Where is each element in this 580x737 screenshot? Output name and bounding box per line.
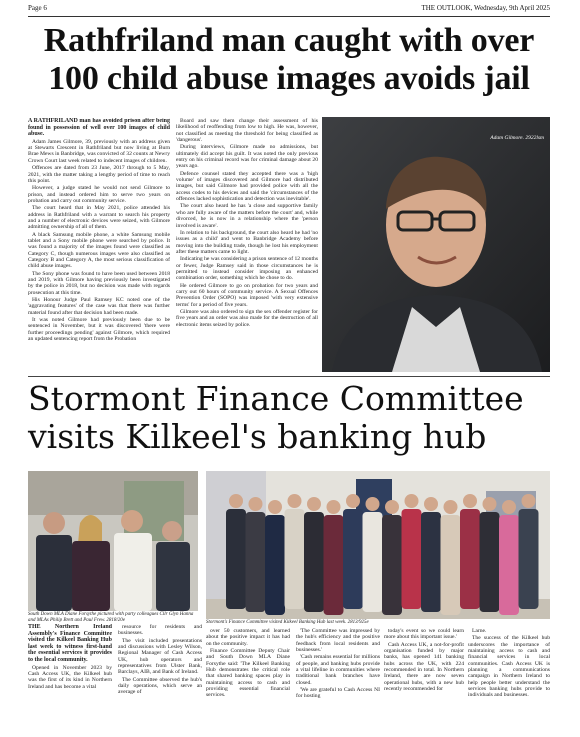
paragraph: 'Cash remains essential for millions of people, and banking hubs provide a vital lifeline in communities where traditional bank branches have closed. (296, 654, 380, 686)
article2-column-1 (28, 624, 112, 732)
person-body (402, 509, 422, 609)
person-body (285, 509, 305, 609)
person-head (483, 497, 497, 511)
photo-caption: South Down MLA Diane Forsythe pictured with party colleagues Cllr Glyn Hanna and MLAs Philip Brett and Paul Frew. 2818/20e (28, 612, 194, 623)
article1-headline (28, 22, 550, 98)
article1-column-2 (176, 118, 318, 374)
paragraph: His Honour Judge Paul Ramsey KC noted one of the 'aggravating features' of the case was that there was further material found after that decision had been made. (28, 297, 170, 316)
article1-column-1 (28, 118, 170, 374)
person-head (288, 494, 302, 508)
paragraph: over 50 customers, and learned about the positive impact it has had on the community. (206, 628, 290, 647)
person-body (324, 515, 344, 615)
committee-photo-icon (206, 471, 550, 619)
paragraph: The court heard that in May 2021, police attended his address in Rathfriland with a warrant to search his property and a number of electronic devices were seized, with Gilmore admitting ownership of all of them. (28, 205, 170, 231)
group-photo (28, 471, 198, 611)
person-body (304, 512, 324, 612)
paragraph: Cash Access UK, a not-for-profit organisation funded by major banks, has opened 141 banking hubs across the UK, with 224 recommended in total. In Northern Ireland, there are now seven operational hubs, with a new hub recently recommended for (384, 641, 464, 693)
person-head (424, 497, 438, 511)
article2-column-2 (118, 624, 202, 732)
paragraph: A RATHFRILAND man has avoided prison after being found in possession of well over 100 images of child abuse. (28, 118, 170, 138)
paragraph: Larne. (472, 628, 487, 634)
paragraph: resource for residents and businesses. (118, 624, 202, 637)
headline-line: visits Kilkeel's banking hub (28, 417, 487, 456)
paragraph: The visit included presentations and discussions with Lesley Wilson, Regional Manager of Cash Access UK, hub operators and representatives from Ulster Bank, Barclays, AIB, and Bank of Ireland. (118, 637, 202, 676)
photo-caption: Stormont's Finance Committee visited Kilkeel Banking Hub last week. 2813/925e (206, 620, 369, 625)
person-head (307, 497, 321, 511)
person-head (502, 500, 516, 514)
paragraph: Gilmore was also ordered to sign the sex offender register for five years and an order was also made for the destruction of all electronic items seized by police. (176, 308, 318, 328)
article2-column-3 (206, 628, 290, 732)
person-body (441, 515, 461, 615)
person-head (327, 500, 341, 514)
portrait-photo (322, 117, 550, 372)
masthead: THE OUTLOOK, Wednesday, 9th April 2025 (421, 4, 550, 12)
portrait-photo-icon (322, 117, 550, 372)
headline-line: Stormont Finance Committee (28, 379, 524, 418)
group-photo-icon (28, 471, 198, 611)
paragraph: 'The Committee was impressed by the hub's efficiency and the positive feedback from local residents and businesses.' (296, 628, 380, 654)
paragraph: Offences are dated from 23 June, 2017 through to 5 May, 2021, with the matter taking a lengthy period of time to reach this point. (28, 165, 170, 184)
article2-column-4 (296, 628, 380, 732)
person-head (385, 500, 399, 514)
paragraph: Adam James Gilmore, 39, previously with an address given at Stewarts Crescent in Rathfriland but now living at Burn Brae Mews in Banbridge, was convicted of 32 counts at Newry Crown Court last week related to indecent images of children. (28, 138, 170, 164)
paragraph: Indicating he was considering a prison sentence of 12 months or fewer, Judge Ramsey said in those circumstances he is permitted to instead consider imposing an enhanced combination order, something which he chose to do. (176, 256, 318, 282)
headline-line: 100 child abuse images avoids jail (48, 60, 530, 97)
person-head (522, 494, 536, 508)
person-body (343, 509, 363, 609)
paragraph: It was noted Gilmore had previously been due to be sentenced in November, but it was discovered 'there were further proceedings pending' against Gilmore, which required an updated sentencing report from the Probation (28, 317, 170, 343)
paragraph: However, a judge stated he would not send Gilmore to prison, and instead ordered him to serve two years on probation and carry out community service. (28, 185, 170, 204)
person-head (268, 500, 282, 514)
person-body (363, 512, 383, 612)
person-body (499, 515, 519, 615)
person-head (366, 497, 380, 511)
paragraph: today's event so we could learn more about this important issue.' (384, 628, 464, 641)
person-body (265, 515, 285, 615)
paragraph: Opened in November 2023 by Cash Access UK, the Kilkeel hub was the first of its kind in Northern Ireland and has become a vital (28, 664, 112, 690)
paragraph: He ordered Gilmore to go on probation for two years and carry out 60 hours of community service. A Sexual Offences Prevention Order (SOPO) was imposed 'with very extensive terms' for a period of five years. (176, 282, 318, 308)
person-body (480, 512, 500, 612)
person-body (246, 512, 266, 612)
person-head (249, 497, 263, 511)
person-body (421, 512, 441, 612)
paragraph: Finance Committee Deputy Chair and South Down MLA Diane Forsythe said: 'The Kilkeel Banking Hub demonstrates the critical role that shared banking spaces play in maintaining access to cash and providing essential financial services. (206, 648, 290, 699)
paragraph: The Sony phone was found to have been used between 2018 and 2019, with Gilmore having previously been investigated by the police in 2018, but no decision was made with regards prosecution at this time. (28, 270, 170, 296)
person-head (229, 494, 243, 508)
paragraph: The Committee observed the hub's daily operations, which serve an average of (118, 676, 202, 696)
person-head (463, 494, 477, 508)
person-head (346, 494, 360, 508)
paragraph: THE Northern Ireland Assembly's Finance Committee visited the Kilkeel Banking Hub last week to witness first-hand the essential services it provides to the local community. (28, 624, 112, 663)
person-body (519, 509, 539, 609)
paragraph: Board and saw them change their assessment of his likelihood of reoffending from low to high. He was, however, not classified as meeting the threshold for being classified as 'dangerous'. (176, 118, 318, 144)
article2-headline (28, 380, 550, 456)
committee-photo (206, 471, 550, 619)
paragraph: In relation to his background, the court also heard he had 'no issues as a child' and went to Banbridge Academy before moving into the building trade, though he lost his employment after these matters came to light. (176, 229, 318, 255)
headline-line: Rathfriland man caught with over (43, 22, 535, 59)
person-body (382, 515, 402, 615)
page-header (28, 0, 550, 17)
person-head (444, 500, 458, 514)
article2-column-5 (384, 628, 464, 732)
page-number: Page 6 (28, 4, 47, 12)
photo-caption: Adam Gilmore. 2922lsm (490, 135, 544, 141)
paragraph: The court also heard he has 'a close and supportive family who are fully aware of the matters before the court' and, while divorced, he is now in a relationship where the 'person involved is aware'. (176, 203, 318, 229)
person-head (405, 494, 419, 508)
person-body (460, 509, 480, 609)
paragraph: A black Samsung mobile phone, a white Samsung mobile tablet and a Sony mobile phone were searched by police. It was found a majority of the images found were classified as Category C, though numerous images were also classified as Category B and Category A, the most serious classification of child abuse images. (28, 231, 170, 270)
paragraph: The success of the Kilkeel hub underscores the importance of maintaining access to cash and financial services in local communities. Cash Access UK is planning a communications campaign in Northern Ireland to help people better understand the services banking hubs provide to individuals and businesses. (468, 635, 550, 699)
section-divider (28, 376, 550, 377)
paragraph: Defence counsel stated they accepted there was a 'high volume' of images discovered and Gilmore had distributed images, but said Gilmore had provided police with all the access codes to his devices and said the 'circumstances of the offences lacked sophistication and detection was inevitable'. (176, 170, 318, 203)
paragraph: During interviews, Gilmore made no admissions, but ultimately did accept his guilt. It was noted the only previous entry on his criminal record was for criminal damage about 20 years ago. (176, 144, 318, 170)
paragraph: 'We are grateful to Cash Access NI for hosting (296, 687, 380, 700)
person-body (226, 509, 246, 609)
article2-column-6 (468, 628, 550, 732)
